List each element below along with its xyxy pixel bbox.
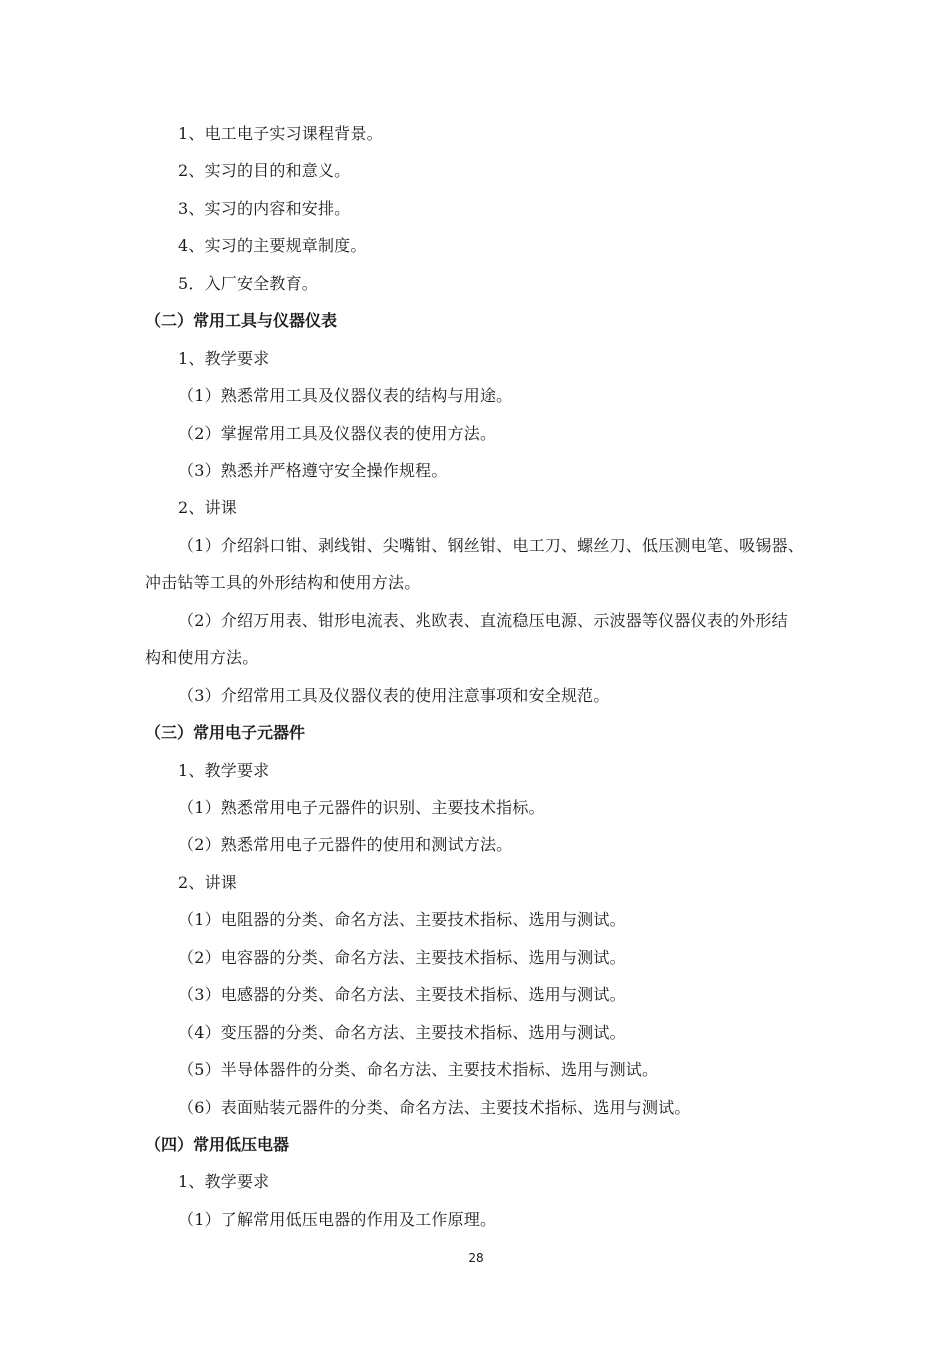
list-item: （3）介绍常用工具及仪器仪表的使用注意事项和安全规范。 xyxy=(178,686,610,705)
section-heading: （四）常用低压电器 xyxy=(145,1135,290,1154)
page-number: 28 xyxy=(468,1251,484,1265)
list-item: （3）电感器的分类、命名方法、主要技术指标、选用与测试。 xyxy=(178,985,626,1004)
list-item: 4、实习的主要规章制度。 xyxy=(178,236,367,255)
list-item: 5．入厂安全教育。 xyxy=(178,274,318,293)
paragraph-line: （2）介绍万用表、钳形电流表、兆欧表、直流稳压电源、示波器等仪器仪表的外形结 xyxy=(178,611,788,630)
section-heading: （二）常用工具与仪器仪表 xyxy=(145,311,338,330)
list-item: （2）掌握常用工具及仪器仪表的使用方法。 xyxy=(178,424,497,443)
list-item: （4）变压器的分类、命名方法、主要技术指标、选用与测试。 xyxy=(178,1023,626,1042)
subheading: 2、讲课 xyxy=(178,498,237,517)
list-item: （5）半导体器件的分类、命名方法、主要技术指标、选用与测试。 xyxy=(178,1060,659,1079)
list-item: 2、实习的目的和意义。 xyxy=(178,161,351,180)
list-item: （1）电阻器的分类、命名方法、主要技术指标、选用与测试。 xyxy=(178,910,626,929)
subheading: 1、教学要求 xyxy=(178,1172,270,1191)
list-item: （2）电容器的分类、命名方法、主要技术指标、选用与测试。 xyxy=(178,948,626,967)
list-item: 3、实习的内容和安排。 xyxy=(178,199,351,218)
list-item: 1、电工电子实习课程背景。 xyxy=(178,124,383,143)
subheading: 2、讲课 xyxy=(178,873,237,892)
list-item: （6）表面贴装元器件的分类、命名方法、主要技术指标、选用与测试。 xyxy=(178,1098,691,1117)
section-heading: （三）常用电子元器件 xyxy=(145,723,306,742)
list-item: （1）熟悉常用电子元器件的识别、主要技术指标。 xyxy=(178,798,545,817)
list-item: （3）熟悉并严格遵守安全操作规程。 xyxy=(178,461,448,480)
paragraph-line: 冲击钻等工具的外形结构和使用方法。 xyxy=(145,573,421,592)
subheading: 1、教学要求 xyxy=(178,349,270,368)
paragraph-line: （1）介绍斜口钳、剥线钳、尖嘴钳、钢丝钳、电工刀、螺丝刀、低压测电笔、吸锡器、 xyxy=(178,536,804,555)
list-item: （2）熟悉常用电子元器件的使用和测试方法。 xyxy=(178,835,513,854)
list-item: （1）了解常用低压电器的作用及工作原理。 xyxy=(178,1210,497,1229)
subheading: 1、教学要求 xyxy=(178,761,270,780)
list-item: （1）熟悉常用工具及仪器仪表的结构与用途。 xyxy=(178,386,513,405)
paragraph-line: 构和使用方法。 xyxy=(145,648,259,667)
